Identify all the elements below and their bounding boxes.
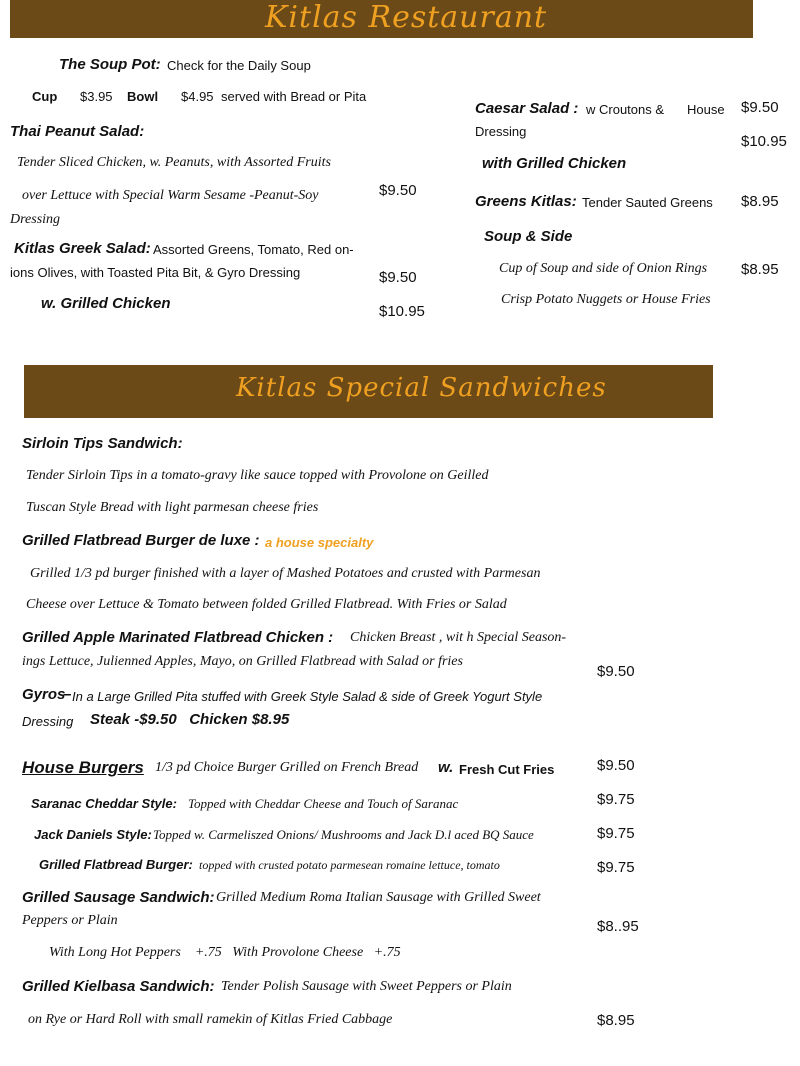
saranac-desc: Topped with Cheddar Cheese and Touch of Saranac: [188, 796, 459, 811]
thai-line2: over Lettuce with Special Warm Sesame -Peanut-Soy: [22, 188, 319, 203]
greek-chicken-price: $10.95: [379, 303, 425, 320]
thai-title: Thai Peanut Salad:: [10, 123, 145, 140]
flatburger-tag: a house specialty: [265, 535, 374, 550]
greek-line2: ions Olives, with Toasted Pita Bit, & Gyro Dressing: [10, 265, 301, 280]
gyros-prices: Steak -$9.50 Chicken $8.95: [90, 711, 290, 728]
greens-price: $8.95: [741, 193, 779, 210]
caesar-desc-house: House: [687, 102, 725, 117]
house-burgers-desc: 1/3 pd Choice Burger Grilled on French Bread: [155, 760, 419, 775]
caesar-title: Caesar Salad :: [475, 100, 579, 117]
greek-title: Kitlas Greek Salad:: [14, 240, 151, 257]
kielbasa-title: Grilled Kielbasa Sandwich:: [22, 978, 215, 995]
apple-line2: ings Lettuce, Julienned Apples, Mayo, on Grilled Flatbread with Salad or fries: [22, 654, 463, 669]
sausage-price: $8..95: [597, 918, 639, 935]
kielbasa-line2: on Rye or Hard Roll with small ramekin of Kitlas Fried Cabbage: [28, 1012, 393, 1027]
sausage-addons: With Long Hot Peppers +.75 With Provolone Cheese +.75: [49, 945, 401, 960]
bowl-label: Bowl: [127, 89, 159, 104]
caesar-desc1: w Croutons &: [586, 102, 665, 117]
soup-pot-title: The Soup Pot:: [59, 56, 161, 73]
soup-side-price: $8.95: [741, 261, 779, 278]
house-burgers-fries: Fresh Cut Fries: [459, 762, 555, 777]
gyros-line1: In a Large Grilled Pita stuffed with Greek Style Salad & side of Greek Yogurt Style: [72, 689, 543, 704]
greens-title: Greens Kitlas:: [475, 193, 577, 210]
soup-side-line2: Crisp Potato Nuggets or House Fries: [501, 292, 711, 307]
caesar-desc2: Dressing: [475, 124, 527, 139]
flatburger-line2: Cheese over Lettuce & Tomato between folded Grilled Flatbread. With Fries or Salad: [26, 597, 507, 612]
sausage-line1: Grilled Medium Roma Italian Sausage with Grilled Sweet: [216, 890, 541, 905]
saranac-price: $9.75: [597, 791, 635, 808]
caesar-price: $9.50: [741, 99, 779, 116]
gfb-title: Grilled Flatbread Burger:: [39, 857, 193, 872]
greek-line1: Assorted Greens, Tomato, Red on-: [153, 242, 354, 257]
saranac-title: Saranac Cheddar Style:: [31, 796, 177, 811]
sirloin-line1: Tender Sirloin Tips in a tomato-gravy like sauce topped with Provolone on Geilled: [26, 468, 489, 483]
soup-side-title: Soup & Side: [484, 228, 573, 245]
greek-price: $9.50: [379, 269, 417, 286]
cup-label: Cup: [32, 89, 58, 104]
caesar-chicken: with Grilled Chicken: [482, 155, 627, 172]
sirloin-line2: Tuscan Style Bread with light parmesan cheese fries: [26, 500, 319, 515]
thai-price: $9.50: [379, 182, 417, 199]
apple-title: Grilled Apple Marinated Flatbread Chicken :: [22, 629, 334, 646]
gfb-price: $9.75: [597, 859, 635, 876]
gyros-dash: –: [63, 686, 72, 703]
thai-line1: Tender Sliced Chicken, w. Peanuts, with Assorted Fruits: [17, 155, 331, 170]
bowl-price: $4.95: [181, 89, 214, 104]
sandwiches-banner: [24, 365, 713, 418]
sandwiches-title: Kitlas Special Sandwiches: [236, 373, 607, 403]
jack-price: $9.75: [597, 825, 635, 842]
greens-desc: Tender Sauted Greens: [582, 195, 713, 210]
bowl-desc: served with Bread or Pita: [221, 89, 367, 104]
house-burgers-w: w.: [438, 759, 454, 776]
greek-chicken: w. Grilled Chicken: [41, 295, 171, 312]
gyros-dressing: Dressing: [22, 714, 74, 729]
soup-side-line1: Cup of Soup and side of Onion Rings: [499, 261, 708, 276]
apple-line1: Chicken Breast , wit h Special Season-: [350, 630, 567, 645]
apple-price: $9.50: [597, 663, 635, 680]
house-burgers-title: House Burgers: [22, 758, 144, 777]
thai-line3: Dressing: [10, 212, 61, 227]
cup-price: $3.95: [80, 89, 113, 104]
sausage-title: Grilled Sausage Sandwich:: [22, 889, 215, 906]
caesar-chicken-price: $10.95: [741, 133, 787, 150]
kielbasa-line1: Tender Polish Sausage with Sweet Peppers or Plain: [221, 979, 512, 994]
jack-desc: Topped w. Carmeliszed Onions/ Mushrooms and Jack D.l aced BQ Sauce: [153, 827, 534, 842]
sirloin-title: Sirloin Tips Sandwich:: [22, 435, 183, 452]
house-burgers-price: $9.50: [597, 757, 635, 774]
flatburger-line1: Grilled 1/3 pd burger finished with a layer of Mashed Potatoes and crusted with Parmesan: [30, 566, 541, 581]
soup-pot-desc: Check for the Daily Soup: [167, 58, 311, 73]
header-banner: [10, 0, 753, 38]
restaurant-title: Kitlas Restaurant: [265, 0, 548, 35]
kielbasa-price: $8.95: [597, 1012, 635, 1029]
gfb-desc: topped with crusted potato parmesean romaine lettuce, tomato: [199, 858, 500, 872]
flatburger-title: Grilled Flatbread Burger de luxe :: [22, 532, 260, 549]
sausage-line2: Peppers or Plain: [22, 913, 118, 928]
jack-title: Jack Daniels Style:: [34, 827, 152, 842]
gyros-title: Gyros: [22, 686, 66, 703]
